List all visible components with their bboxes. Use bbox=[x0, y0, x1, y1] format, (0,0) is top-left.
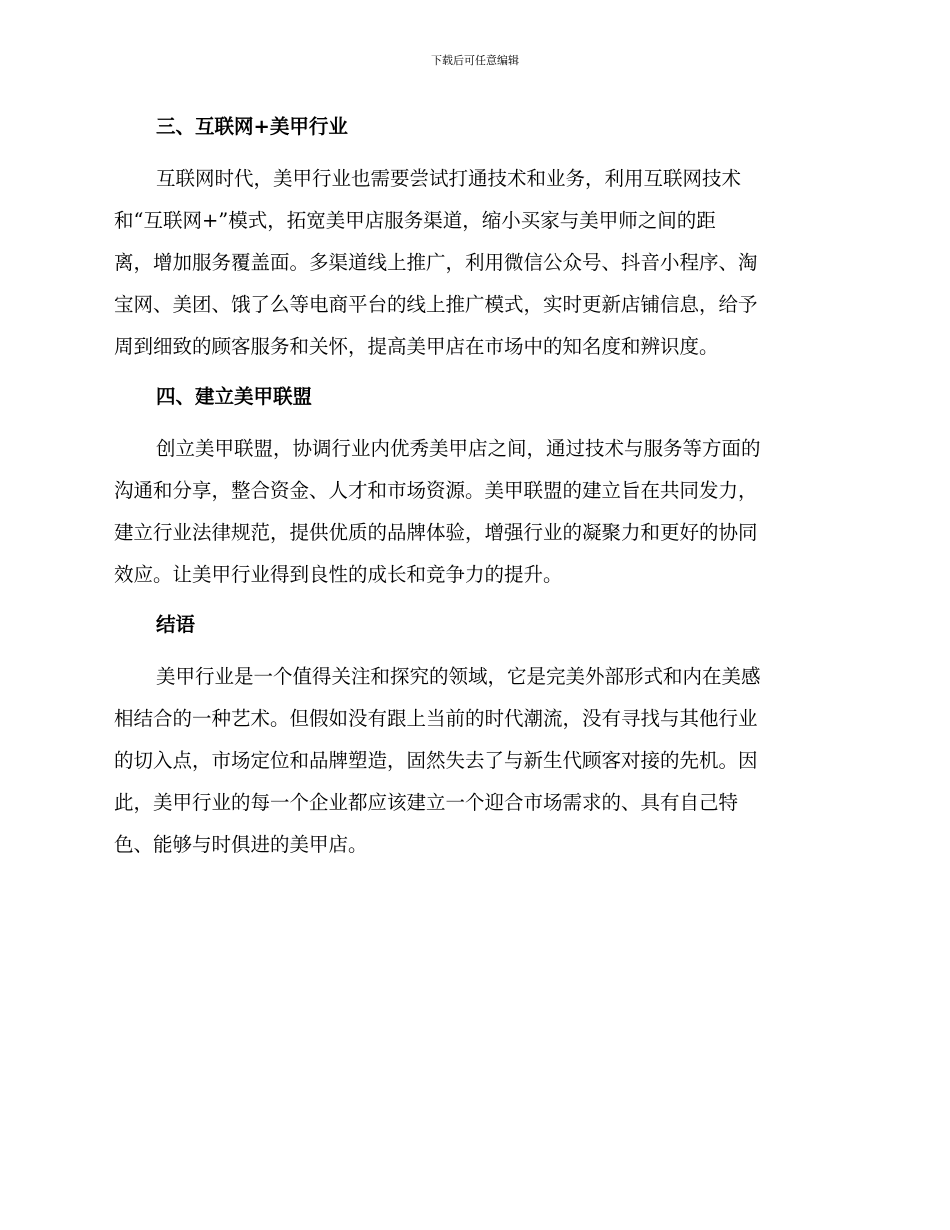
section-alliance bbox=[114, 380, 836, 596]
text-line: 沟通和分享，整合资金、人才和市场资源。美甲联盟的建立旨在共同发力， bbox=[114, 479, 758, 502]
text-line: 美甲行业是一个值得关注和探究的领域，它是完美外部形式和内在美感 bbox=[156, 665, 761, 688]
section-heading: 四、建立美甲联盟 bbox=[156, 385, 313, 408]
text-line: 离，增加服务覆盖面。多渠道线上推广，利用微信公众号、抖音小程序、淘 bbox=[114, 251, 758, 274]
section-heading: 结语 bbox=[156, 613, 196, 636]
text-line: 和“互联网+”模式，拓宽美甲店服务渠道，缩小买家与美甲师之间的距 bbox=[114, 209, 716, 232]
section-heading: 三、互联网+美甲行业 bbox=[156, 115, 348, 138]
text-line: 相结合的一种艺术。但假如没有跟上当前的时代潮流，没有寻找与其他行业 bbox=[114, 707, 758, 730]
text-line: 宝网、美团、饿了么等电商平台的线上推广模式，实时更新店铺信息，给予 bbox=[114, 293, 758, 316]
header-note: 下载后可任意编辑 bbox=[431, 54, 519, 67]
text-line: 色、能够与时俱进的美甲店。 bbox=[114, 833, 368, 856]
text-line: 的切入点，市场定位和品牌塑造，固然失去了与新生代顾客对接的先机。因 bbox=[114, 749, 758, 772]
section-conclusion bbox=[114, 608, 836, 866]
paragraph bbox=[114, 158, 836, 368]
paragraph bbox=[114, 428, 836, 596]
document-body bbox=[114, 110, 836, 878]
text-line: 此，美甲行业的每一个企业都应该建立一个迎合市场需求的、具有自己特 bbox=[114, 791, 739, 814]
text-line: 创立美甲联盟，协调行业内优秀美甲店之间，通过技术与服务等方面的 bbox=[156, 437, 761, 460]
text-line: 建立行业法律规范，提供优质的品牌体验，增强行业的凝聚力和更好的协同 bbox=[114, 521, 758, 544]
section-internet-plus bbox=[114, 110, 836, 368]
text-line: 周到细致的顾客服务和关怀，提高美甲店在市场中的知名度和辨识度。 bbox=[114, 335, 719, 358]
text-line: 互联网时代，美甲行业也需要尝试打通技术和业务，利用互联网技术 bbox=[156, 167, 742, 190]
text-line: 效应。让美甲行业得到良性的成长和竞争力的提升。 bbox=[114, 563, 563, 586]
paragraph bbox=[114, 656, 836, 866]
